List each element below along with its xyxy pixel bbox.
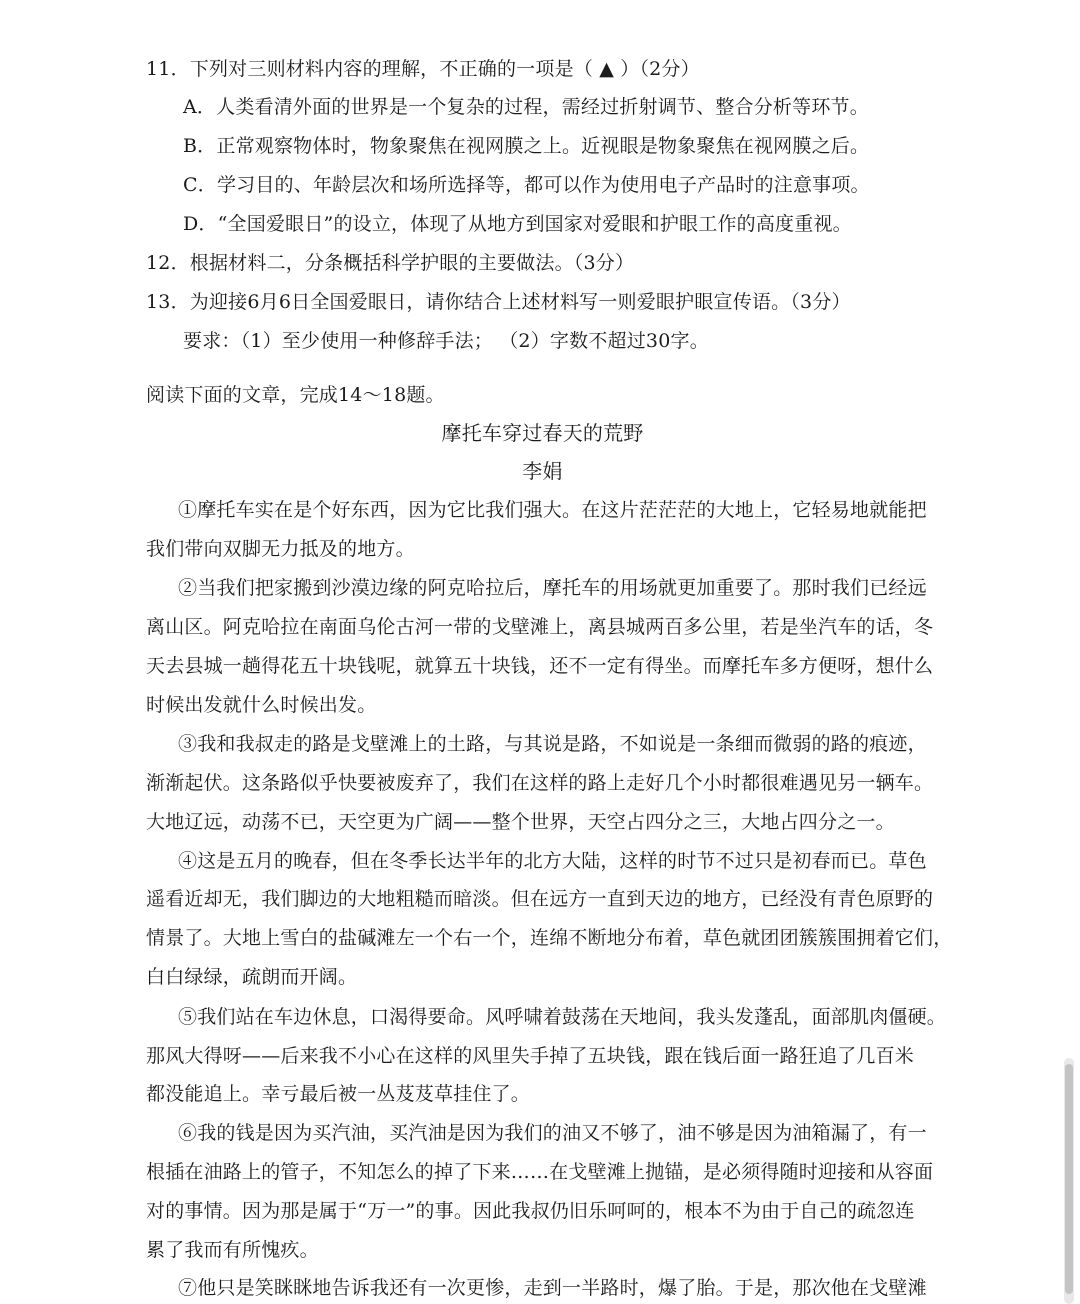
question-11-option-b: B．正常观察物体时，物象聚焦在视网膜之上。近视眼是物象聚焦在视网膜之后。 (183, 135, 870, 157)
question-11-option-a: A．人类看清外面的世界是一个复杂的过程，需经过折射调节、整合分析等环节。 (183, 96, 869, 118)
paragraph-line: 大地辽远，动荡不已，天空更为广阔——整个世界，天空占四分之三，大地占四分之一。 (146, 811, 895, 833)
paragraph-line: ③我和我叔走的路是戈壁滩上的土路，与其说是路，不如说是一条细而微弱的路的痕迹， (178, 733, 927, 755)
paragraph-line: 都没能追上。幸亏最后被一丛芨芨草挂住了。 (146, 1083, 531, 1105)
paragraph-line: 天去县城一趟得花五十块钱呢，就算五十块钱，还不一定有得坐。而摩托车多方便呀，想什么 (146, 655, 934, 677)
paragraph-line: ⑥我的钱是因为买汽油，买汽油是因为我们的油又不够了，油不够是因为油箱漏了，有一 (178, 1122, 927, 1144)
paragraph-line: ②当我们把家搬到沙漠边缘的阿克哈拉后，摩托车的用场就更加重要了。那时我们已经远 (178, 577, 927, 599)
paragraph-line: 那风大得呀——后来我不小心在这样的风里失手掉了五块钱，跟在钱后面一路狂追了几百米 (146, 1045, 915, 1067)
question-11-stem: 11．下列对三则材料内容的理解，不正确的一项是（ ▲ ）（2分） (146, 58, 700, 80)
paragraph-line: 渐渐起伏。这条路似乎快要被废弃了，我们在这样的路上走好几个小时都很难遇见另一辆车。 (146, 772, 934, 794)
paragraph-line: 遥看近却无，我们脚边的大地粗糙而暗淡。但在远方一直到天边的地方，已经没有青色原野的 (146, 888, 934, 910)
paragraph-line: 我们带向双脚无力抵及的地方。 (146, 538, 415, 560)
paragraph-line: 根插在油路上的管子，不知怎么的掉了下来……在戈壁滩上抛锚，是必须得随时迎接和从容面 (146, 1161, 934, 1183)
paragraph-line: 时候出发就什么时候出发。 (146, 694, 377, 716)
paragraph-line: 白白绿绿，疏朗而开阔。 (146, 966, 358, 988)
paragraph-line: ④这是五月的晚春，但在冬季长达半年的北方大陆，这样的时节不过只是初春而已。草色 (178, 850, 927, 872)
reading-instruction: 阅读下面的文章，完成14～18题。 (146, 384, 445, 406)
question-13: 13．为迎接6月6日全国爱眼日，请你结合上述材料写一则爱眼护眼宣传语。（3分） (146, 291, 851, 313)
paragraph-line: 累了我而有所愧疚。 (146, 1239, 319, 1261)
question-13-requirements: 要求：（1）至少使用一种修辞手法； （2）字数不超过30字。 (183, 330, 709, 352)
question-11-option-c: C．学习目的、年龄层次和场所选择等，都可以作为使用电子产品时的注意事项。 (183, 174, 870, 196)
article-author: 李娟 (522, 459, 563, 483)
article-title: 摩托车穿过春天的荒野 (441, 421, 644, 445)
paragraph-line: 离山区。阿克哈拉在南面乌伦古河一带的戈壁滩上，离县城两百多公里，若是坐汽车的话，冬 (146, 616, 934, 638)
question-11-option-d: D．“全国爱眼日”的设立，体现了从地方到国家对爱眼和护眼工作的高度重视。 (183, 213, 852, 235)
paragraph-line: 对的事情。因为那是属于“万一”的事。因此我叔仍旧乐呵呵的，根本不为由于自己的疏忽连 (146, 1200, 915, 1222)
scrollbar-thumb[interactable] (1065, 1064, 1073, 1294)
paragraph-line: ①摩托车实在是个好东西，因为它比我们强大。在这片茫茫茫的大地上，它轻易地就能把 (178, 499, 927, 521)
paragraph-line: 情景了。大地上雪白的盐碱滩左一个右一个，连绵不断地分布着，草色就团团簇簇围拥着它们， (146, 927, 953, 949)
question-12: 12．根据材料二，分条概括科学护眼的主要做法。（3分） (146, 252, 635, 274)
paragraph-line: ⑤我们站在车边休息，口渴得要命。风呼啸着鼓荡在天地间，我头发蓬乱，面部肌肉僵硬。 (178, 1006, 947, 1028)
paragraph-line: ⑦他只是笑眯眯地告诉我还有一次更惨，走到一半路时，爆了胎。于是，那次他在戈壁滩 (178, 1277, 927, 1299)
